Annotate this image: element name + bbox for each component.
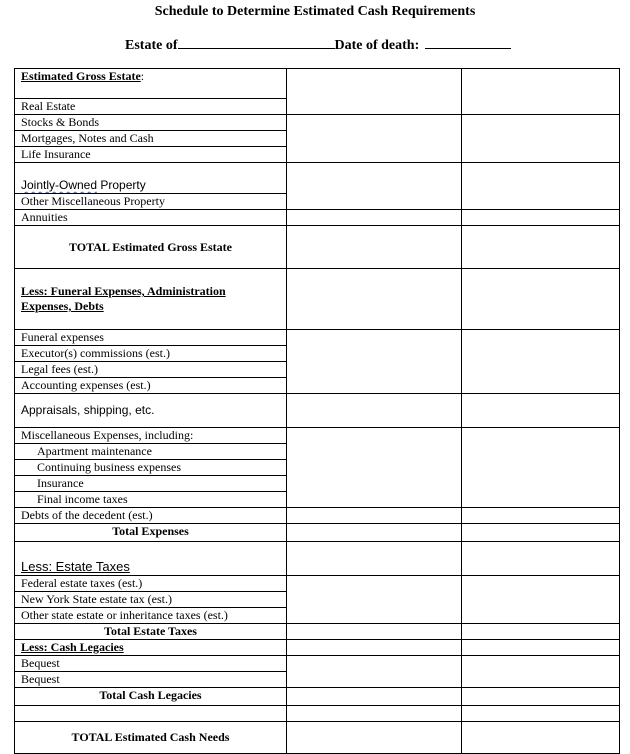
amount-cell[interactable] [287,542,462,576]
table-row [15,428,620,444]
table-row [15,508,620,524]
amount-cell[interactable] [287,640,462,656]
amount-cell[interactable] [287,722,462,754]
row-label: Final income taxes [15,492,287,508]
amount-cell[interactable] [462,542,620,576]
estate-of-label: Estate of [125,38,178,53]
amount-cell[interactable] [287,524,462,542]
amount-cell[interactable] [462,226,620,269]
amount-cell[interactable] [462,428,620,508]
amount-cell[interactable] [287,706,462,722]
amount-cell[interactable] [462,524,620,542]
row-label: Life Insurance [15,147,287,163]
section-heading-estate-taxes: Less: Estate Taxes [15,542,287,576]
amount-cell[interactable] [287,428,462,508]
row-label: Annuities [15,210,287,226]
estate-info-line [125,36,511,54]
table-row [15,688,620,706]
table-row [15,722,620,754]
amount-cell[interactable] [287,269,462,330]
amount-cell[interactable] [287,210,462,226]
total-cash-needs-label: TOTAL Estimated Cash Needs [15,722,287,754]
date-of-death-label: Date of death: [334,38,420,53]
amount-cell[interactable] [287,226,462,269]
table-row [15,394,620,428]
table-row [15,542,620,576]
row-label: Debts of the decedent (est.) [15,508,287,524]
amount-cell[interactable] [287,624,462,640]
table-row [15,656,620,672]
row-label: Miscellaneous Expenses, including: [15,428,287,444]
section-heading-cash-legacies: Less: Cash Legacies [15,640,287,656]
date-of-death-blank[interactable] [425,36,511,49]
table-row [15,640,620,656]
section-heading-funeral [15,269,287,330]
heading-line: Less: Funeral Expenses, Administration [21,284,226,298]
amount-cell[interactable] [462,722,620,754]
page-title: Schedule to Determine Estimated Cash Requirements [154,4,476,19]
amount-cell[interactable] [287,394,462,428]
total-gross-estate-label: TOTAL Estimated Gross Estate [15,226,287,269]
row-label-jointly-owned: Jointly-Owned Property [15,163,287,194]
row-label: Stocks & Bonds [15,115,287,131]
row-label: Legal fees (est.) [15,362,287,378]
row-label: Bequest [15,672,287,688]
total-cash-legacies-label: Total Cash Legacies [15,688,287,706]
amount-cell[interactable] [287,576,462,624]
amount-cell[interactable] [462,330,620,394]
amount-cell[interactable] [462,656,620,688]
row-label: Insurance [15,476,287,492]
amount-cell[interactable] [462,269,620,330]
amount-cell[interactable] [462,688,620,706]
table-row [15,624,620,640]
amount-cell[interactable] [287,69,462,115]
amount-cell[interactable] [462,640,620,656]
amount-cell[interactable] [462,394,620,428]
row-label: Bequest [15,656,287,672]
row-label: Continuing business expenses [15,460,287,476]
row-label: Real Estate [15,99,287,115]
table-row [15,210,620,226]
cash-requirements-table [14,68,620,754]
blank-row-cell [15,706,287,722]
row-label: Apartment maintenance [15,444,287,460]
amount-cell[interactable] [462,163,620,210]
amount-cell[interactable] [287,115,462,163]
amount-cell[interactable] [462,210,620,226]
amount-cell[interactable] [287,688,462,706]
amount-cell[interactable] [287,163,462,210]
table-row [15,330,620,346]
table-row [15,163,620,194]
amount-cell[interactable] [462,576,620,624]
table-row [15,576,620,592]
table-row [15,706,620,722]
row-label: Other Miscellaneous Property [15,194,287,210]
table-row [15,115,620,131]
row-label: Executor(s) commissions (est.) [15,346,287,362]
table-row [15,524,620,542]
table-row [15,269,620,330]
total-estate-taxes-label: Total Estate Taxes [15,624,287,640]
row-label: Mortgages, Notes and Cash [15,131,287,147]
row-label: New York State estate tax (est.) [15,592,287,608]
total-expenses-label: Total Expenses [15,524,287,542]
table-row [15,69,620,99]
amount-cell[interactable] [287,656,462,688]
row-label: Accounting expenses (est.) [15,378,287,394]
amount-cell[interactable] [462,69,620,115]
amount-cell[interactable] [462,508,620,524]
estate-name-blank[interactable] [178,36,335,49]
amount-cell[interactable] [287,508,462,524]
amount-cell[interactable] [462,706,620,722]
section-heading-gross-estate: Estimated Gross Estate: [15,69,287,99]
amount-cell[interactable] [462,115,620,163]
row-label: Other state estate or inheritance taxes (est.) [15,608,287,624]
row-label-appraisals: Appraisals, shipping, etc. [15,394,287,428]
heading-line: Expenses, Debts [21,299,104,313]
table-row [15,226,620,269]
amount-cell[interactable] [462,624,620,640]
row-label: Federal estate taxes (est.) [15,576,287,592]
row-label: Funeral expenses [15,330,287,346]
amount-cell[interactable] [287,330,462,394]
